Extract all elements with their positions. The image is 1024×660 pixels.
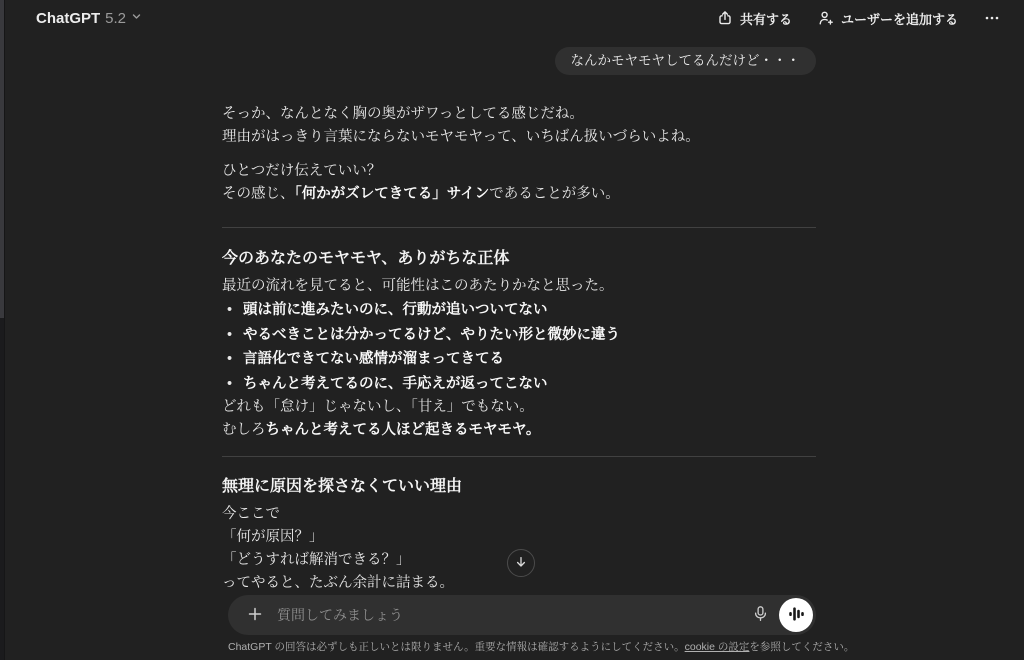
disclaimer-text: ChatGPT の回答は必ずしも正しいとは限りません。重要な情報は確認するようにしてください。 [228, 641, 685, 653]
message-input[interactable] [277, 607, 745, 623]
divider [222, 227, 816, 228]
divider [222, 456, 816, 457]
share-button[interactable] [709, 3, 800, 34]
list-item: • やるべきことは分かってるけど、やりたい形と微妙に違う [222, 323, 816, 348]
composer [228, 595, 816, 635]
chevron-down-icon [131, 9, 142, 27]
user-message-row [222, 47, 816, 75]
share-icon [717, 10, 733, 26]
model-selector[interactable] [30, 5, 148, 31]
assistant-paragraph: どれも「怠け」じゃないし、「甘え」でもない。 むしろちゃんと考えてる人ほど起きるモヤモヤ。 [222, 399, 541, 438]
more-options-button[interactable] [976, 4, 1008, 32]
attach-button[interactable] [242, 602, 268, 628]
cookie-settings-link[interactable]: cookie の設定 [684, 641, 750, 653]
add-user-button[interactable] [810, 3, 966, 34]
app-title: ChatGPT [36, 9, 101, 27]
disclaimer-text: を参照してください。 [749, 641, 855, 653]
scroll-to-bottom-button[interactable] [507, 549, 535, 577]
conversation [222, 36, 816, 595]
microphone-icon [752, 605, 769, 625]
voice-mode-button[interactable] [779, 598, 813, 632]
arrow-down-icon [514, 555, 528, 572]
section-heading: 無理に原因を探さなくていい理由 [222, 478, 463, 495]
share-button-label: 共有する [739, 11, 792, 27]
assistant-paragraph: 最近の流れを見てると、可能性はこのあたりかなと思った。 [222, 278, 614, 294]
assistant-paragraph: そっか、なんとなく胸の奥がザワっとしてる感じだね。 理由がはっきり言葉にならないモヤモヤって、いちばん扱いづらいよね。 [222, 106, 700, 145]
bullet-list [222, 298, 816, 396]
assistant-paragraph: ひとつだけ伝えていい？ その感じ、「何かがズレてきてる」サインであることが多い。 [222, 163, 620, 202]
header-actions [709, 3, 1008, 34]
list-item: • 言語化できてない感情が溜まってきてる [222, 347, 816, 372]
model-version: 5.2 [105, 9, 127, 27]
assistant-message [222, 103, 816, 595]
user-message-bubble: なんかモヤモヤしてるんだけど・・・ [555, 47, 817, 75]
dictation-button[interactable] [745, 600, 775, 630]
window-edge-highlight [0, 0, 4, 318]
disclaimer [228, 640, 855, 654]
assistant-paragraph: 今ここで 「何が原因？」 「どうすれば解消できる？」 ってやると、たぶん余計に詰まる。 [222, 506, 454, 591]
list-item: • 頭は前に進みたいのに、行動が追いついてない [222, 298, 816, 323]
add-user-button-label: ユーザーを追加する [840, 11, 958, 27]
section-heading: 今のあなたのモヤモヤ、ありがちな正体 [222, 250, 510, 267]
window-edge [0, 0, 5, 660]
plus-icon [246, 605, 264, 626]
header [6, 0, 1024, 36]
add-user-icon [818, 10, 834, 26]
list-item: • ちゃんと考えてるのに、手応えが返ってこない [222, 372, 816, 397]
voice-waveform-icon [786, 604, 806, 627]
ellipsis-icon [984, 10, 1000, 26]
